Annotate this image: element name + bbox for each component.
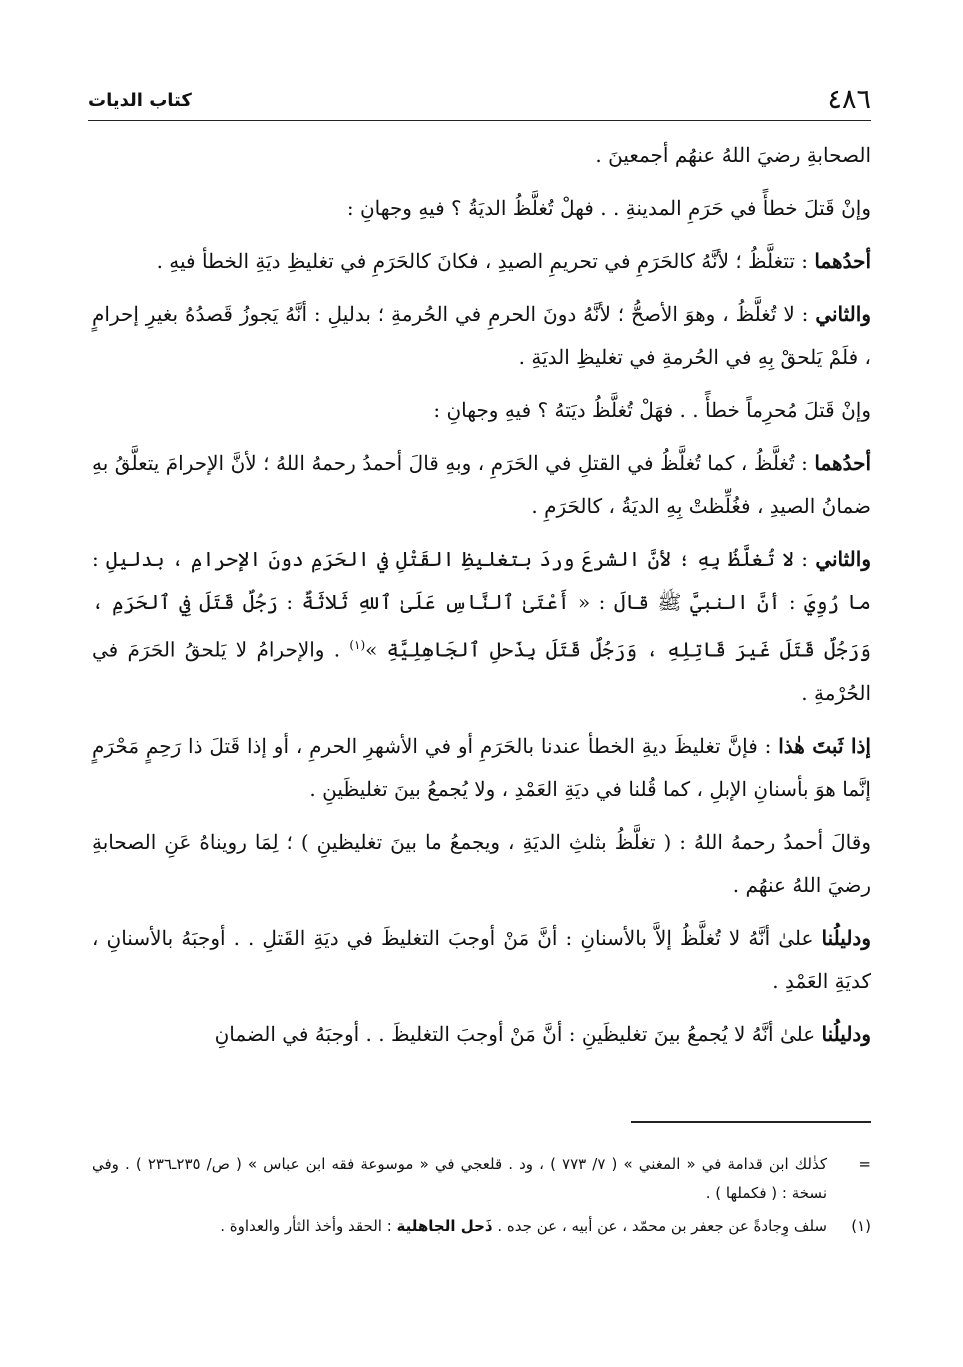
paragraph-text: علىٰ أنَّهُ لا تُغلَّظُ إلاَّ بالأسنانِ : أنَّ مَنْ أوجبَ التغليظَ في ديَةِ القَتلِ . . أوجبَهُ بالأسنانِ ، كديَةِ العَمْدِ . (92, 925, 871, 993)
paragraph (92, 442, 871, 528)
paragraph (92, 389, 871, 432)
paragraph-lead: أحدُهما (814, 451, 871, 475)
paragraph (92, 821, 871, 907)
footnote-mark: = (858, 1155, 871, 1173)
footnote (92, 1150, 871, 1208)
paragraph-text-tail: . والإحرامُ لا يَلحقُ الحَرَمَ في الحُرْمةِ . (92, 637, 871, 705)
paragraph (92, 187, 871, 230)
paragraph-text: الصحابةِ رضيَ اللهُ عنهُم أجمعينَ . (595, 143, 871, 167)
paragraph-text: وإنْ قَتلَ خطأً في حَرَمِ المدينةِ . . فهلْ تُغلَّظُ الديَةُ ؟ فيهِ وجهانِ : (346, 196, 871, 220)
paragraph-text: : لا تُغلَّظُ بِهِ ؛ لأنَّ الشرعَ وردَ بتغليظِ القَتْلِ في الحَرَمِ دونَ الإحرامِ ، بدليلِ : ما رُوِيَ : أنَّ النبيَّ ﷺ قالَ : « أَعْتَىٰ ٱلنَّاسِ عَلَىٰ ٱللهِ ثَلاثَةٌ : رَجُلٌ قَتَلَ فِي ٱلحَرَمِ ، وَرَجُلٌ قَتَلَ غَيرَ قَاتِلِهِ ، وَرَجُلٌ قَتَلَ بِذَحلِ ٱلجَاهِلِيَّةِ » (92, 547, 872, 662)
paragraph-text: : تتغلَّظُ ؛ لأنَّهُ كالحَرَمِ في تحريمِ الصيدِ ، فكانَ كالحَرَمِ في تغليظِ ديَةِ الخطأ فيهِ . (156, 249, 815, 273)
paragraph (92, 293, 871, 379)
footnote (92, 1212, 871, 1241)
paragraph-text: : لا تُغلَّظُ ، وهوَ الأصحُّ ؛ لأنَّهُ دونَ الحرمِ في الحُرمةِ ؛ بدليلِ : أنَّهُ يَجوزُ قَصدُهُ بغيرِ إحرامٍ ، فلَمْ يَلحقْ بِهِ في الحُرمةِ في تغليظِ الديَةِ . (92, 302, 871, 369)
paragraph-lead: ودليلُنا (821, 1021, 871, 1046)
footnote-mark: (١) (851, 1217, 871, 1235)
paragraph (92, 134, 871, 177)
paragraph (92, 725, 871, 811)
paragraph-lead: والثاني (815, 302, 871, 326)
paragraph-text: وإنْ قَتلَ مُحرِماً خطأً . . فهَلْ تُغلَّظُ ديَتهُ ؟ فيهِ وجهانِ : (433, 398, 871, 422)
paragraph-text: علىٰ أنَّهُ لا يُجمعُ بينَ تغليظَينِ : أنَّ مَنْ أوجبَ التغليظَ . . أوجبَهُ في الضمانِ (214, 1021, 822, 1046)
footnotes (92, 1150, 871, 1245)
paragraph-text: : فإنَّ تغليظَ ديةِ الخطأ عندنا بالحَرَمِ أو في الأشهرِ الحرمِ ، أو إذا قَتلَ ذا رَحِمٍ مَحْرَمٍ إنَّما هوَ بأسنانِ الإبلِ ، كما قُلنا في ديَةِ العَمْدِ ، ولا يُجمعُ بينَ تغليظَينِ . (92, 733, 871, 801)
page-number: ٤٨٦ (827, 84, 871, 115)
paragraph-lead: أحدُهما (814, 249, 871, 273)
footnote-reference[interactable]: (١) (349, 638, 366, 652)
paragraph (92, 240, 871, 283)
paragraph-text: : تُغلَّظُ ، كما تُغلَّظُ في القتلِ في الحَرَمِ ، وبهِ قالَ أحمدُ رحمهُ اللهُ ؛ لأنَّ الإحرامَ يتعلَّقُ بهِ ضمانُ الصيدِ ، فغُلِّظتْ بِهِ الديَةُ ، كالحَرَمِ . (92, 451, 871, 518)
paragraph (92, 917, 871, 1003)
paragraph-lead: ودليلُنا (821, 925, 871, 950)
footnote-text: كذٰلك ابن قدامة في « المغني » ( ٧/ ٧٧٣ ) ، ود . قلعجي في « موسوعة فقه ابن عباس » ( ص/ ٢٣٥ـ٢٣٦ ) . وفي نسخة : ( فكملها ) . (92, 1155, 828, 1202)
footnote-strong: ذَحل الجاهلية (396, 1217, 493, 1235)
paragraph-lead: إذا ثَبتَ هٰذا (778, 733, 871, 758)
paragraph (92, 538, 871, 715)
footnote-divider (631, 1121, 871, 1123)
footnote-text: سلف وِجادةً عن جعفر بن محمّد ، عن أبيه ، عن جده . (492, 1217, 827, 1235)
paragraph-text: وقالَ أحمدُ رحمهُ اللهُ : ( تغلَّظُ بثلثِ الديَةِ ، ويجمعُ ما بينَ تغليظينِ ) ؛ لِمَا رويناهُ عَنِ الصحابةِ رضيَ اللهُ عنهُم . (92, 829, 871, 897)
main-text (92, 134, 871, 1066)
page-header (88, 84, 871, 118)
book-title: كتاب الديات (88, 90, 192, 111)
paragraph (92, 1013, 871, 1056)
header-divider (88, 120, 871, 121)
paragraph-lead: والثاني (815, 547, 871, 571)
footnote-tail: : الحقد وأخذ الثأر والعداوة . (220, 1217, 397, 1235)
